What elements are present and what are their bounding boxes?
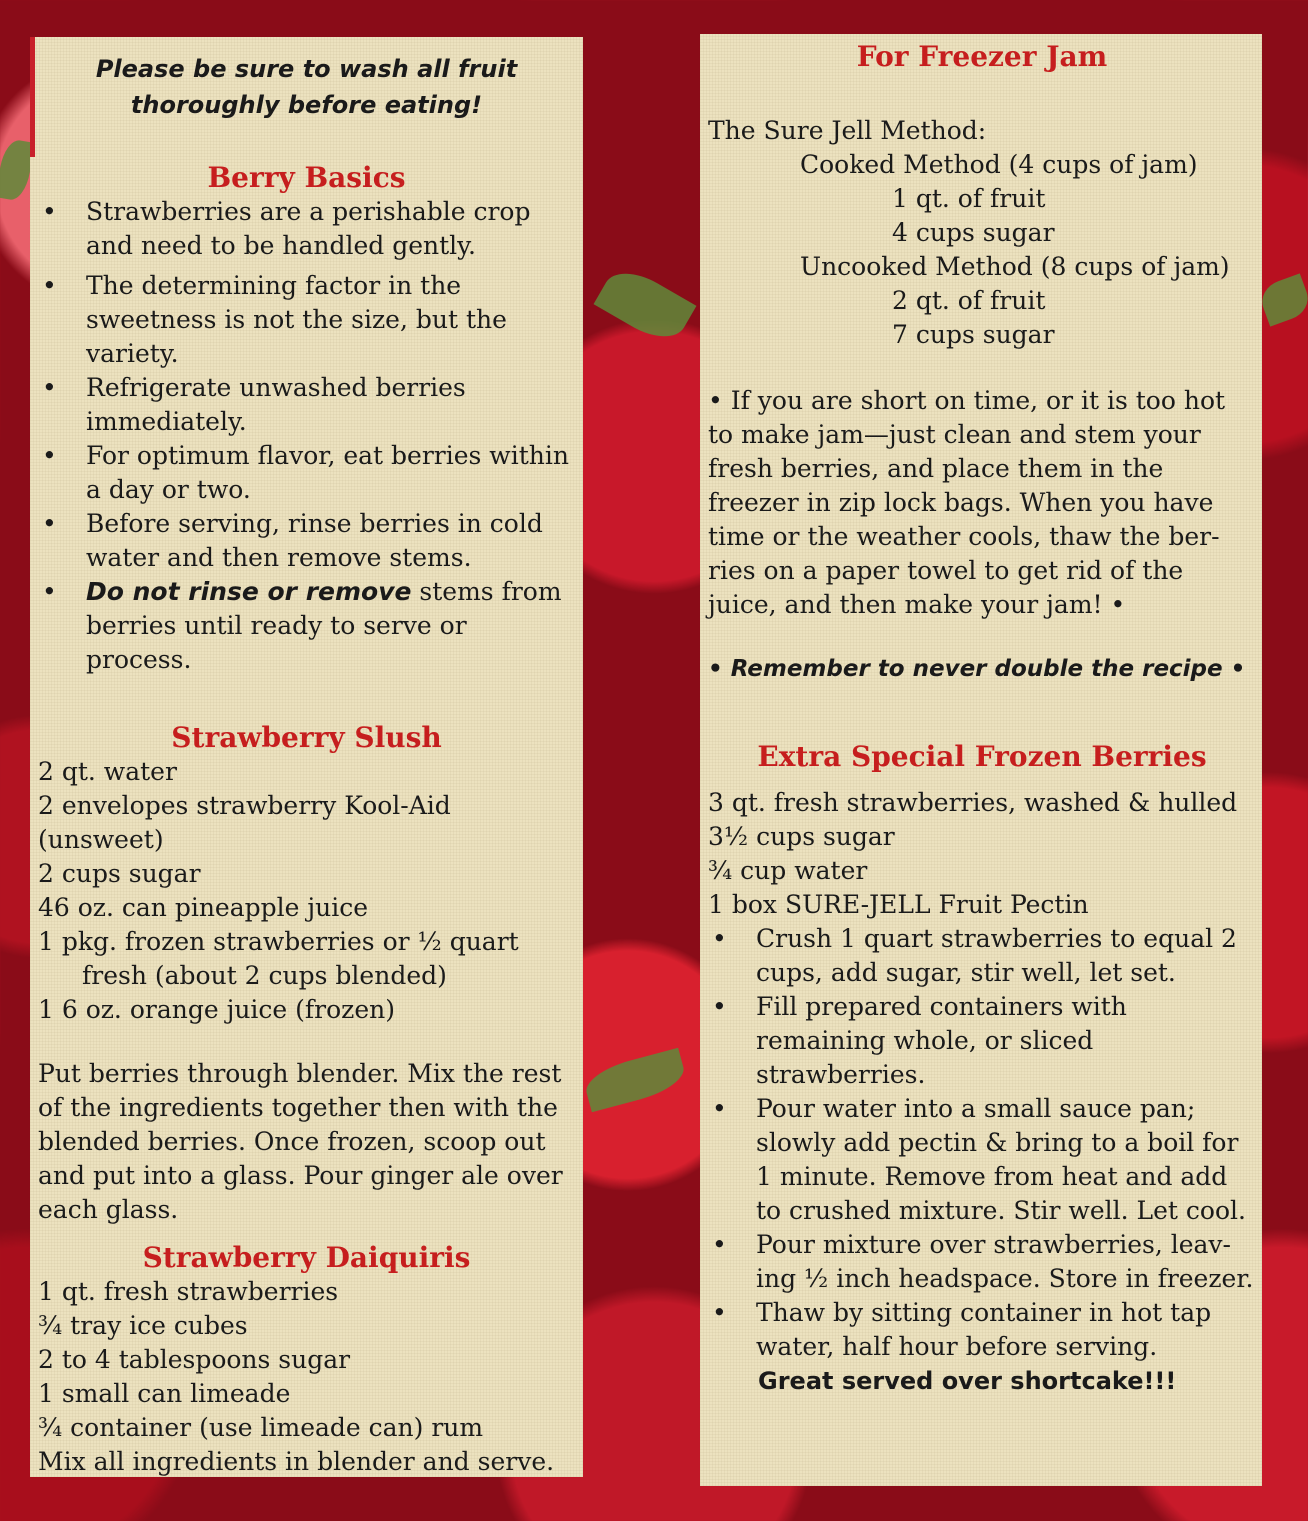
list-item: • Crush 1 quart strawberries to equal 2 cups, add sugar, stir well, let set. <box>708 922 1256 990</box>
list-item: • Strawberries are a perishable crop and need to be handled gently. <box>38 195 575 263</box>
list-item: • The determining factor in the sweetness is not the size, but the variety. <box>38 269 575 371</box>
list-item: • Before serving, rinse berries in cold water and then remove stems. <box>38 507 575 575</box>
remember-note: • Remember to never double the recipe • <box>708 656 1246 682</box>
frozen-berries-heading: Extra Special Frozen Berries <box>757 740 1207 773</box>
list-item: • Fill prepared containers with remaining whole, or sliced strawberries. <box>708 990 1256 1092</box>
berry-basics-list <box>38 195 575 677</box>
daiquiris-heading: Strawberry Daiquiris <box>142 1241 471 1274</box>
list-item: • Pour water into a small sauce pan; slowly add pectin & bring to a boil for 1 minute. Remove from heat and add to crushed mixture. Stir well. Let cool. <box>708 1092 1256 1228</box>
leaf-decoration <box>594 261 697 349</box>
uncooked-method: Uncooked Method (8 cups of jam) <box>800 252 1230 281</box>
closing-note: Great served over shortcake!!! <box>758 1367 1177 1395</box>
right-panel <box>700 34 1262 1486</box>
berry-basics-heading: Berry Basics <box>207 161 406 194</box>
sure-jell-method: The Sure Jell Method: <box>708 116 987 145</box>
daiquiris-lines: 1 qt. fresh strawberries ¾ tray ice cubes 2 to 4 tablespoons sugar 1 small can limeade ¾ container (use limeade can) rum Mix all ingredients in blender and serve. <box>38 1277 555 1476</box>
cooked-fruit: 1 qt. of fruit <box>892 184 1046 213</box>
short-on-time-tip: • If you are short on time, or it is too hot to make jam—just clean and stem your fresh berries, and place them in the freezer in zip lock bags. When you have time or the weather cools, thaw the ber-ries on a paper towel to get rid of the juice, and then make your jam! • <box>708 386 1226 619</box>
left-panel <box>30 37 583 1477</box>
frozen-ingredients: 3 qt. fresh strawberries, washed & hulled 3½ cups sugar ¾ cup water 1 box SURE-JELL Fruit Pectin <box>708 788 1238 919</box>
frozen-steps <box>708 922 1256 1364</box>
wash-notice: Please be sure to wash all fruit thoroughly before eating! <box>95 55 518 119</box>
slush-ingredients: 2 qt. water 2 envelopes strawberry Kool-Aid (unsweet) 2 cups sugar 46 oz. can pineapple juice 1 pkg. frozen strawberries or ½ quart fresh (about 2 cups blended) 1 6 oz. orange juice (frozen) <box>38 757 519 1024</box>
cooked-method: Cooked Method (4 cups of jam) <box>800 150 1198 179</box>
list-item: • Do not rinse or remove stems from berries until ready to serve or process. <box>38 575 575 677</box>
freezer-jam-heading: For Freezer Jam <box>856 40 1108 73</box>
uncooked-sugar: 7 cups sugar <box>892 320 1055 349</box>
uncooked-fruit: 2 qt. of fruit <box>892 286 1046 315</box>
slush-heading: Strawberry Slush <box>171 721 442 754</box>
list-item: • Thaw by sitting container in hot tap water, half hour before serving. <box>708 1296 1256 1364</box>
list-item: • Refrigerate unwashed berries immediately. <box>38 371 575 439</box>
list-item: • Pour mixture over strawberries, leav-ing ½ inch headspace. Store in freezer. <box>708 1228 1256 1296</box>
cooked-sugar: 4 cups sugar <box>892 218 1055 247</box>
leaf-decoration <box>1257 273 1308 326</box>
leaf-decoration <box>582 1048 689 1113</box>
slush-directions: Put berries through blender. Mix the rest of the ingredients together then with the blended berries. Once frozen, scoop out and put into a glass. Pour ginger ale over each glass. <box>38 1059 563 1224</box>
list-item: • For optimum flavor, eat berries within a day or two. <box>38 439 575 507</box>
